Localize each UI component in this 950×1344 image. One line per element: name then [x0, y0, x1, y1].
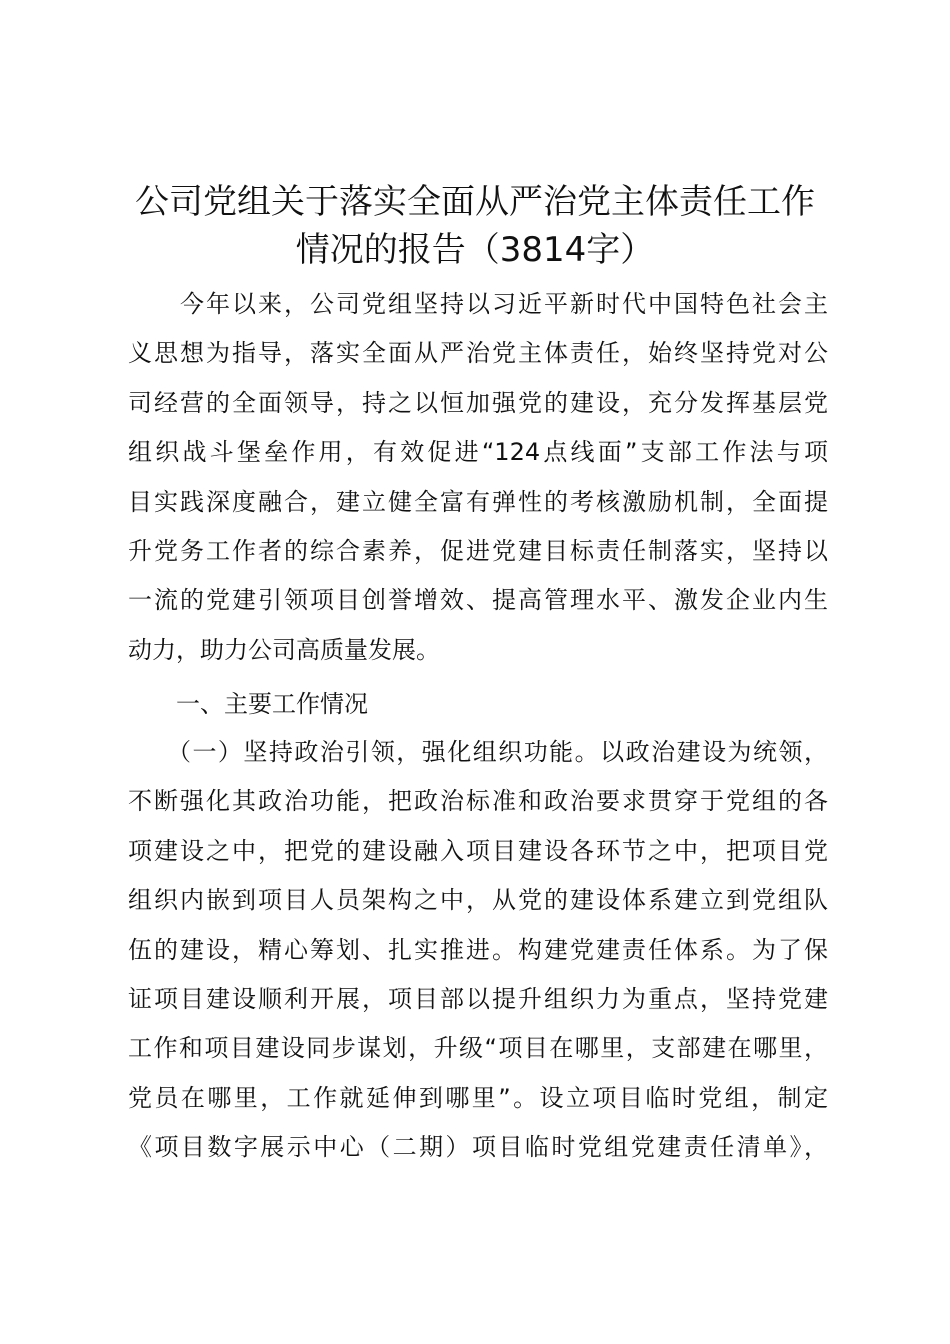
paragraph-line: 党员在哪里，工作就延伸到哪里”。设立项目临时党组，制定 [128, 1083, 828, 1112]
paragraph-line: 项建设之中，把党的建设融入项目建设各环节之中，把项目党 [128, 836, 828, 865]
intro-paragraph [128, 280, 828, 675]
paragraph-line: （一）坚持政治引领，强化组织功能。以政治建设为统领， [128, 738, 828, 766]
paragraph-line: 动力，助力公司高质量发展。 [128, 635, 440, 664]
paragraph-line: 伍的建设，精心筹划、扎实推进。构建党建责任体系。为了保 [128, 935, 828, 964]
paragraph-line: 今年以来，公司党组坚持以习近平新时代中国特色社会主 [128, 290, 828, 318]
paragraph-line: 组织战斗堡垒作用，有效促进“124点线面”支部工作法与项 [128, 438, 828, 467]
paragraph-line: 义思想为指导，落实全面从严治党主体责任，始终坚持党对公 [128, 339, 828, 368]
paragraph-line: 升党务工作者的综合素养，促进党建目标责任制落实，坚持以 [128, 536, 828, 565]
paragraph-line: 组织内嵌到项目人员架构之中，从党的建设体系建立到党组队 [128, 886, 828, 915]
section-heading-text: 一、主要工作情况 [128, 690, 368, 718]
paragraph-line: 目实践深度融合，建立健全富有弹性的考核激励机制，全面提 [128, 487, 828, 516]
document-title [100, 178, 850, 274]
title-line-1: 公司党组关于落实全面从严治党主体责任工作 [135, 182, 815, 222]
title-line-2: 情况的报告（3814字） [295, 230, 655, 270]
paragraph-line: 不断强化其政治功能，把政治标准和政治要求贯穿于党组的各 [128, 787, 828, 816]
paragraph-line: 证项目建设顺利开展，项目部以提升组织力为重点，坚持党建 [128, 984, 828, 1013]
paragraph-line: 《项目数字展示中心（二期）项目临时党组党建责任清单》， [128, 1133, 828, 1162]
section-heading [128, 680, 828, 729]
section-paragraph [128, 728, 828, 1173]
paragraph-line: 司经营的全面领导，持之以恒加强党的建设，充分发挥基层党 [128, 388, 828, 417]
paragraph-line: 一流的党建引领项目创誉增效、提高管理水平、激发企业内生 [128, 586, 828, 615]
paragraph-line: 工作和项目建设同步谋划，升级“项目在哪里，支部建在哪里， [128, 1034, 828, 1063]
